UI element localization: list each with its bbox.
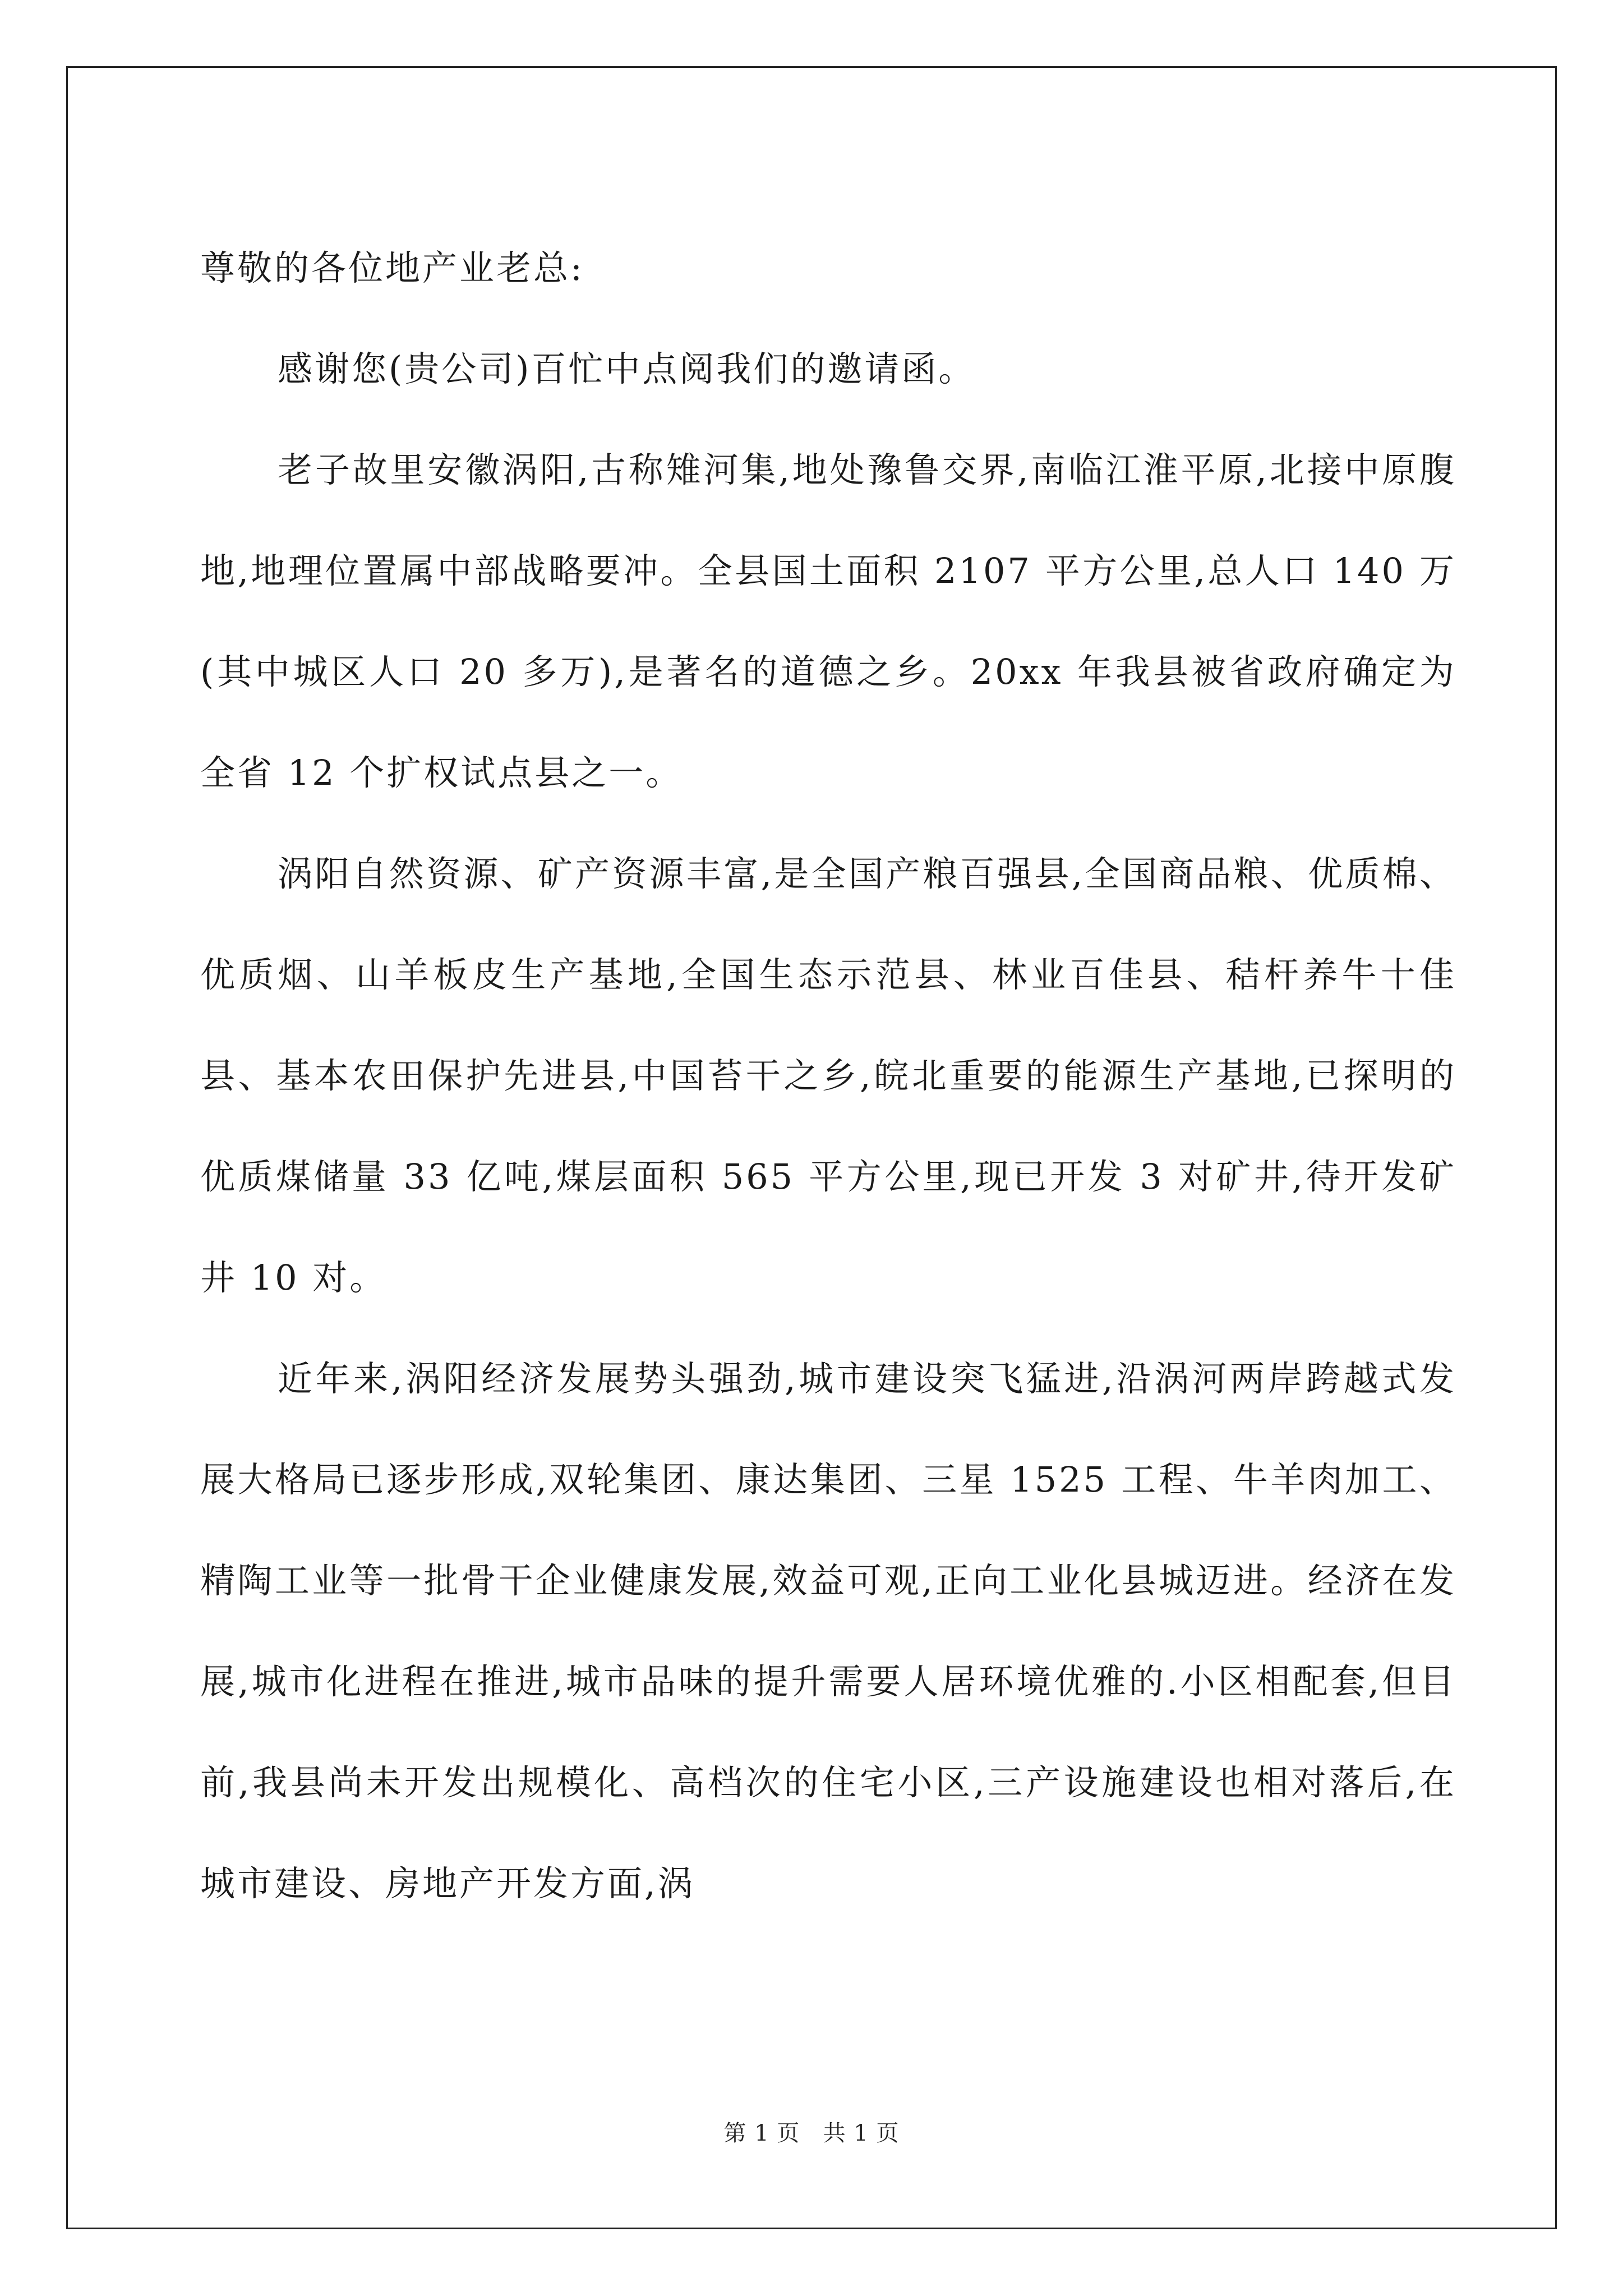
page-total: 共 1 页 xyxy=(823,2120,900,2146)
page-footer xyxy=(0,2119,1623,2147)
paragraph-development: 近年来,涡阳经济发展势头强劲,城市建设突飞猛进,沿涡河两岸跨越式发展大格局已逐步形成,双轮集团、康达集团、三星 1525 工程、牛羊肉加工、精陶工业等一批骨干企业健康发展,效益可观,正向工业化县城迈进。经济在发展,城市化进程在推进,城市品味的提升需要人居环境优雅的.小区相配套,但目前,我县尚未开发出规模化、高档次的住宅小区,三产设施建设也相对落后,在城市建设、房地产开发方面,涡 xyxy=(200,1358,1456,1904)
paragraph-location: 老子故里安徽涡阳,古称雉河集,地处豫鲁交界,南临江淮平原,北接中原腹地,地理位置属中部战略要冲。全县国土面积 2107 平方公里,总人口 140 万(其中城区人口 20 多万),是著名的道德之乡。20xx 年我县被省政府确定为全省 12 个扩权试点县之一。 xyxy=(200,449,1456,793)
letter-body xyxy=(200,218,1456,1934)
salutation: 尊敬的各位地产业老总: xyxy=(200,247,584,288)
page-number: 第 1 页 xyxy=(723,2120,800,2146)
paragraph-resources: 涡阳自然资源、矿产资源丰富,是全国产粮百强县,全国商品粮、优质棉、优质烟、山羊板皮生产基地,全国生态示范县、林业百佳县、秸杆养牛十佳县、基本农田保护先进县,中国苔干之乡,皖北重要的能源生产基地,已探明的优质煤储量 33 亿吨,煤层面积 565 平方公里,现已开发 3 对矿井,待开发矿井 10 对。 xyxy=(200,853,1456,1298)
paragraph-thanks: 感谢您(贵公司)百忙中点阅我们的邀请函。 xyxy=(278,348,976,389)
